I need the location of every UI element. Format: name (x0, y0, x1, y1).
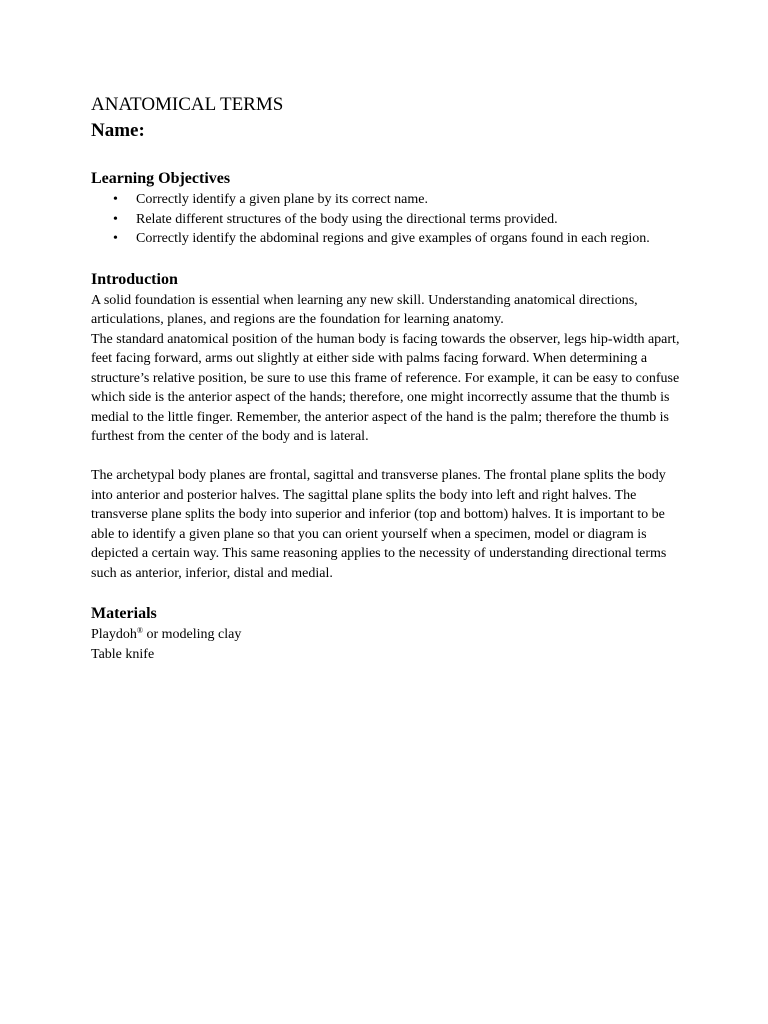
objective-text: Correctly identify a given plane by its correct name. (136, 192, 428, 207)
document-title: ANATOMICAL TERMS (91, 94, 284, 115)
materials-item (91, 625, 681, 645)
introduction-paragraph: The standard anatomical position of the human body is facing towards the observer, legs hip-width apart, feet facing forward, arms out slightly at either side with palms facing forward. When determining a structure’s relative position, be sure to use this frame of reference. For example, it can be easy to confuse which side is the anterior aspect of the hands; therefore, one might incorrectly assume that the thumb is medial to the little finger. Remember, the anterior aspect of the hand is the palm; therefore the thumb is furthest from the center of the body and is lateral. (91, 331, 680, 444)
objective-text: Correctly identify the abdominal regions and give examples of organs found in each region. (136, 231, 650, 246)
bullet-icon: • (113, 231, 118, 246)
learning-objectives-list (91, 190, 681, 249)
list-item (91, 210, 681, 230)
document-page (91, 92, 681, 664)
introduction-heading: Introduction (91, 270, 178, 288)
introduction-paragraph: A solid foundation is essential when learning any new skill. Understanding anatomical directions, articulations, planes, and regions are the foundation for learning anatomy. (91, 292, 638, 327)
materials-item: Table knife (91, 646, 155, 662)
introduction-paragraph: The archetypal body planes are frontal, sagittal and transverse planes. The frontal plane splits the body into anterior and posterior halves. The sagittal plane splits the body into left and right halves. The transverse plane splits the body into superior and inferior (top and bottom) halves. It is important to be able to identify a given plane so that you can orient yourself when a specimen, model or diagram is depicted a certain way. This same reasoning applies to the necessity of understanding directional terms such as anterior, inferior, distal and medial. (91, 468, 667, 581)
material-name: Playdoh (91, 627, 137, 642)
name-field-label: Name: (91, 120, 145, 141)
learning-objectives-heading: Learning Objectives (91, 170, 231, 187)
objective-text: Relate different structures of the body using the directional terms provided. (136, 211, 558, 227)
bullet-icon: • (113, 192, 118, 207)
list-item (91, 229, 681, 249)
material-detail: or modeling clay (142, 627, 242, 642)
registered-mark: ® (136, 626, 143, 635)
materials-heading: Materials (91, 605, 157, 622)
list-item (91, 190, 681, 210)
bullet-icon: • (113, 211, 118, 227)
